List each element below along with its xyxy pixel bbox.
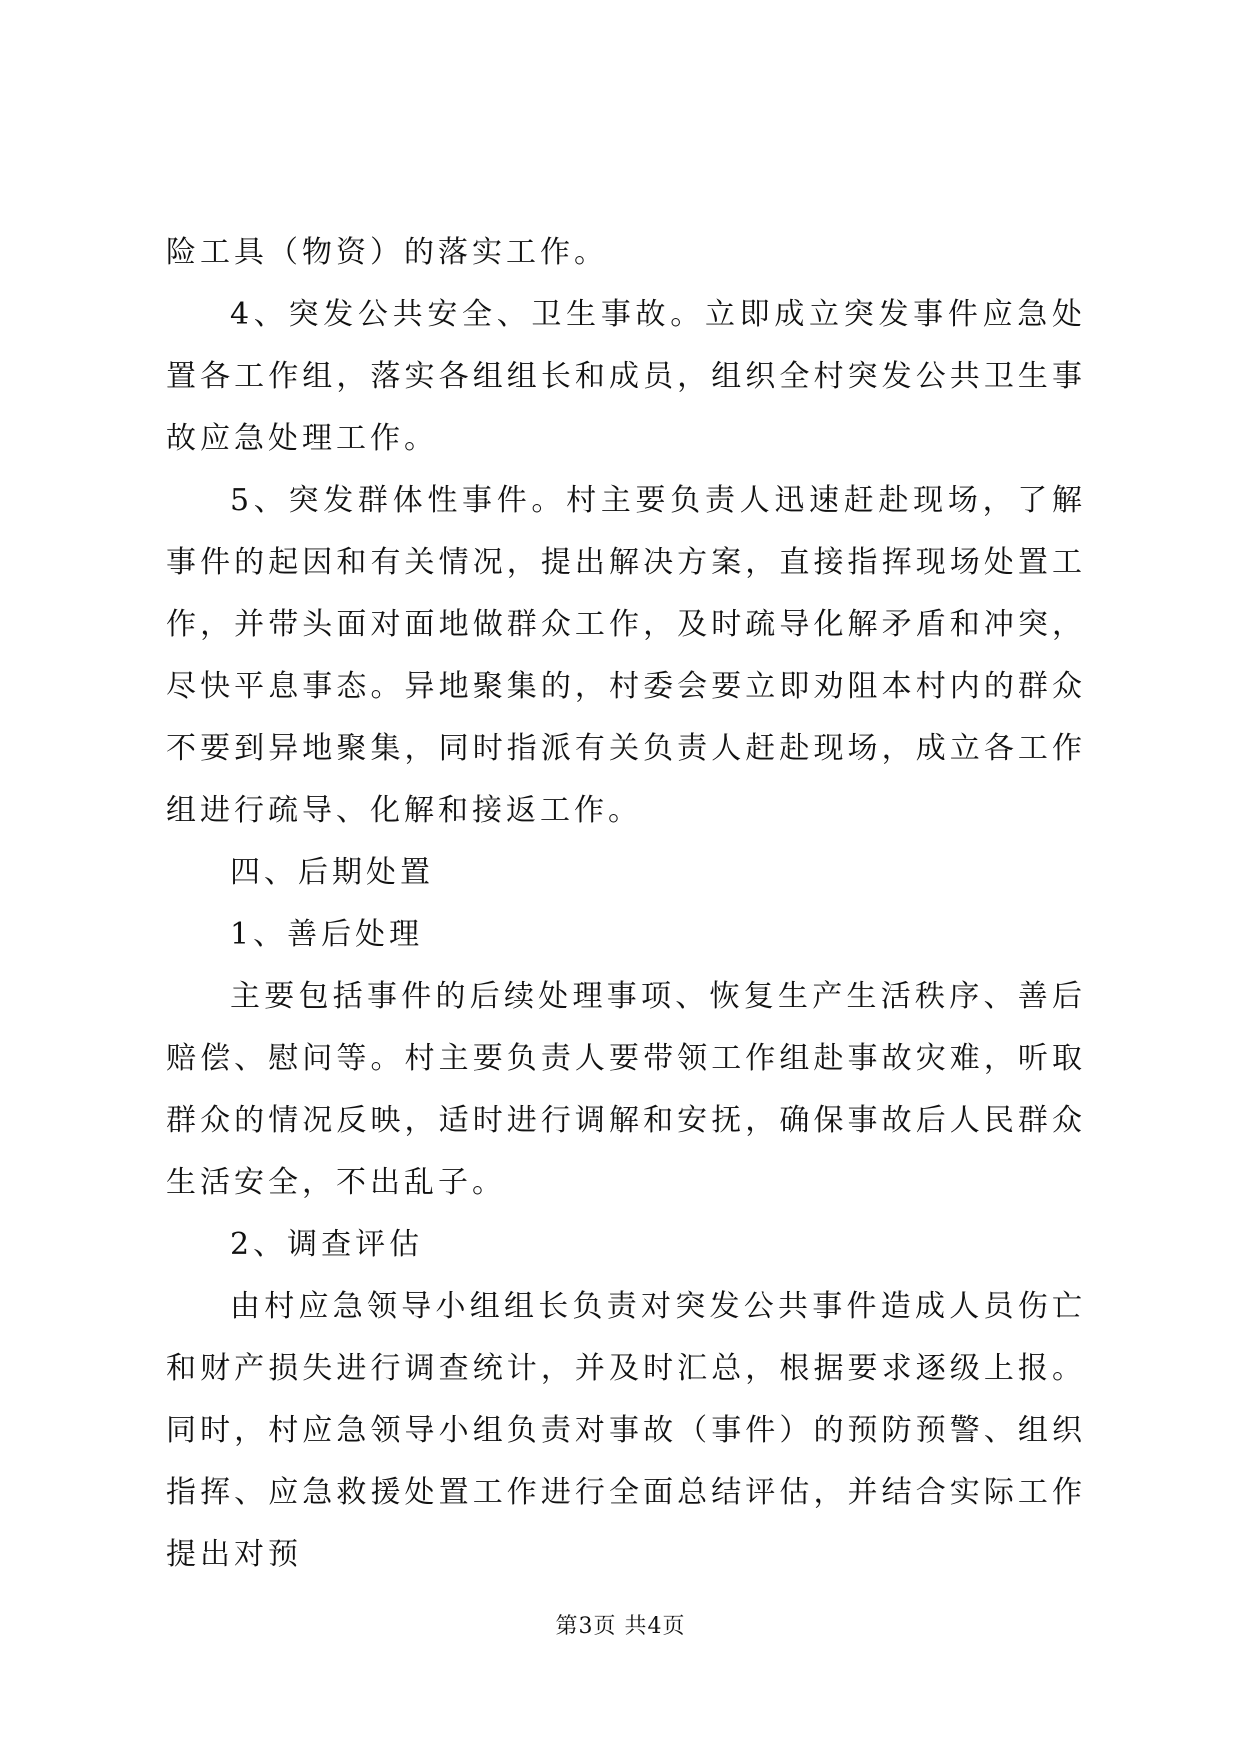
- page-footer: [0, 1612, 1241, 1642]
- subheading-aftermath: 1、善后处理: [230, 917, 424, 952]
- paragraph-investigation: 由村应急领导小组组长负责对突发公共事件造成人员伤亡和财产损失进行调查统计，并及时汇总，根据要求逐级上报。同时，村应急领导小组负责对事故（事件）的预防预警、组织指挥、应急救援处置工作进行全面总结评估，并结合实际工作提出对预: [166, 1289, 1086, 1572]
- section-heading-post-handling: 四、后期处置: [230, 855, 434, 890]
- subheading-investigation: 2、调查评估: [230, 1227, 424, 1262]
- page-number-label: 第3页 共4页: [555, 1614, 686, 1639]
- paragraph-continuation: 险工具（物资）的落实工作。: [166, 235, 608, 270]
- paragraph-mass-incident: 5、突发群体性事件。村主要负责人迅速赶赴现场，了解事件的起因和有关情况，提出解决方案，直接指挥现场处置工作，并带头面对面地做群众工作，及时疏导化解矛盾和冲突，尽快平息事态。异地聚集的，村委会要立即劝阻本村内的群众不要到异地聚集，同时指派有关负责人赶赴现场，成立各工作组进行疏导、化解和接返工作。: [166, 483, 1086, 828]
- document-body: [166, 222, 1086, 1586]
- paragraph-public-safety: 4、突发公共安全、卫生事故。立即成立突发事件应急处置各工作组，落实各组组长和成员，组织全村突发公共卫生事故应急处理工作。: [166, 297, 1086, 456]
- paragraph-aftermath: 主要包括事件的后续处理事项、恢复生产生活秩序、善后赔偿、慰问等。村主要负责人要带领工作组赴事故灾难，听取群众的情况反映，适时进行调解和安抚，确保事故后人民群众生活安全，不出乱子。: [166, 979, 1086, 1200]
